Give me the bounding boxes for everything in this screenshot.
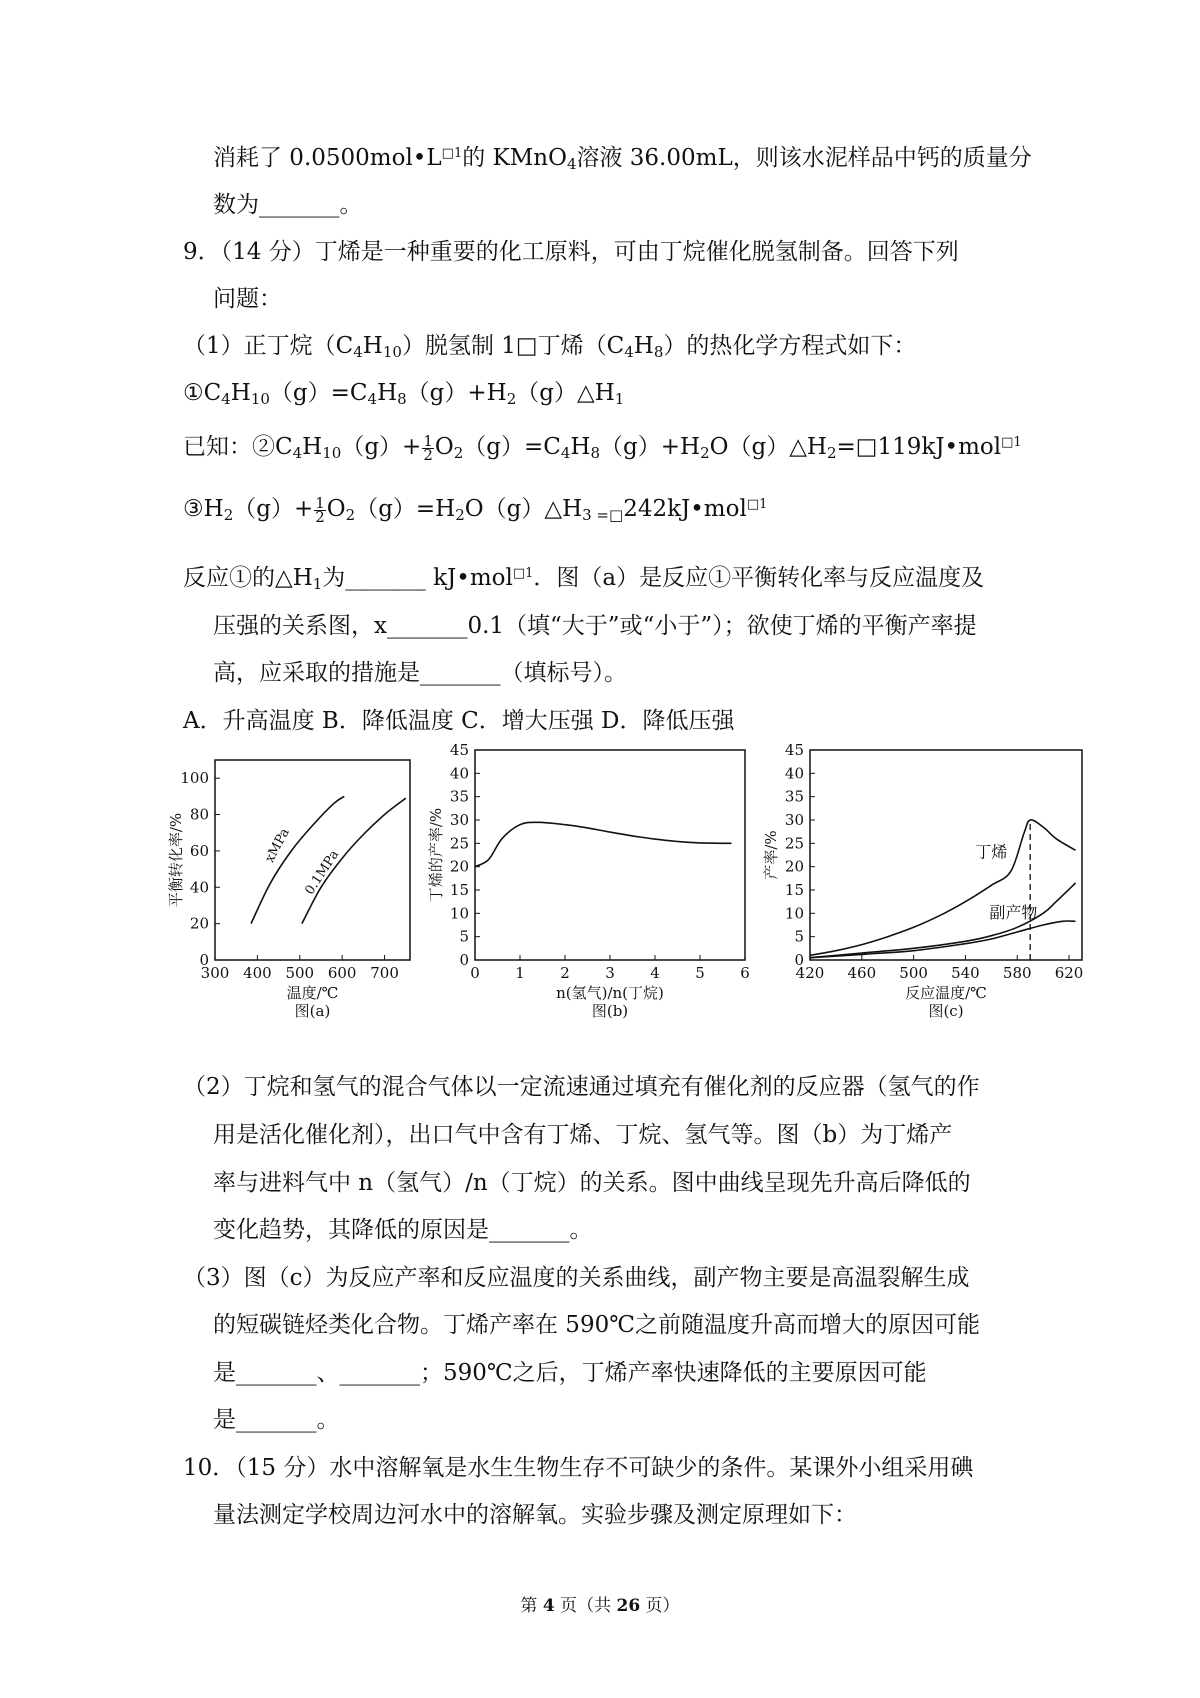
x-tick-label: 620 (1054, 964, 1084, 982)
x-axis-label: n(氢气)/n(丁烷) (556, 984, 664, 1002)
x-tick-label: 2 (560, 964, 570, 982)
text-line (213, 284, 282, 314)
text: H (362, 333, 383, 359)
x-tick-label: 460 (847, 964, 877, 982)
text: 的短碳链烃类化合物。丁烯产率在 590℃之前随温度升高而增大的原因可能 (213, 1312, 980, 1338)
series-line (302, 798, 406, 923)
y-tick-label: 60 (189, 841, 209, 860)
text: 高，应采取的措施是_______（填标号）。 (213, 660, 627, 686)
y-tick-label: 45 (449, 741, 469, 759)
y-tick-label: 25 (784, 834, 804, 853)
y-tick-label: 40 (449, 764, 469, 783)
answer-options (183, 706, 734, 736)
subscript: 2 (223, 506, 234, 524)
text-line (213, 143, 1032, 173)
text-line (213, 1215, 593, 1245)
text-line (213, 1358, 927, 1388)
text: 问题： (213, 286, 282, 312)
y-tick-label: 30 (449, 811, 469, 829)
y-axis-label: 丁烯的产率/% (427, 807, 445, 903)
text: ①C (183, 380, 222, 406)
text: （g）=C (269, 380, 368, 406)
part-3-line (183, 1263, 970, 1293)
y-tick-label: 35 (449, 787, 469, 806)
subscript: 4 (353, 343, 363, 361)
series-line (810, 921, 1076, 958)
series-label-xmpa: xMPa (262, 825, 293, 866)
text: 是_______、_______；590℃之后，丁烯产率快速降低的主要原因可能 (213, 1360, 927, 1386)
x-tick-label: 5 (695, 964, 705, 982)
text: 是_______。 (213, 1407, 340, 1433)
x-tick-label: 500 (285, 964, 315, 982)
y-tick-label: 40 (189, 878, 209, 897)
superscript: □1 (746, 497, 768, 512)
text-line (213, 1168, 971, 1198)
subscript: 2 (826, 444, 837, 462)
text: 242kJ•mol (623, 496, 747, 522)
y-tick-label: 30 (784, 811, 804, 829)
y-tick-label: 40 (784, 764, 804, 783)
series-label-0-1mpa: 0.1MPa (302, 847, 343, 898)
text-line (213, 1500, 857, 1530)
text: （g）+ (233, 496, 314, 522)
x-tick-label: 400 (243, 964, 272, 982)
text: =□119kJ•mol (836, 434, 1002, 460)
y-tick-label: 10 (784, 904, 804, 923)
text-line (213, 611, 977, 641)
plot-frame (215, 760, 410, 960)
text: 的 KMnO (462, 145, 567, 171)
y-tick-label: 5 (794, 927, 804, 946)
superscript: □1 (441, 146, 463, 161)
text-line (213, 190, 363, 220)
subscript: 3 =□ (582, 506, 624, 524)
text: H (302, 434, 323, 460)
y-tick-label: 20 (189, 914, 209, 933)
text: （3）图（c）为反应产率和反应温度的关系曲线，副产物主要是高温裂解生成 (183, 1265, 970, 1291)
x-tick-label: 0 (470, 964, 480, 982)
text-line (183, 563, 984, 593)
subscript: 4 (221, 390, 231, 408)
text: ）的热化学方程式如下： (663, 333, 917, 359)
x-tick-label: 700 (370, 964, 399, 982)
subscript: 2 (506, 390, 517, 408)
x-tick-label: 420 (795, 964, 825, 982)
y-tick-label: 25 (449, 834, 469, 853)
text-line (213, 1120, 952, 1150)
text: H (633, 333, 654, 359)
plot-frame (475, 750, 745, 960)
text: O（g）△H (464, 496, 583, 522)
x-tick-label: 540 (951, 964, 980, 982)
text: H (230, 380, 251, 406)
page-number: 4 (542, 1596, 555, 1616)
fraction-denominator: 2 (423, 445, 433, 464)
x-axis-label: 温度/℃ (286, 984, 339, 1002)
plot-frame (810, 750, 1082, 960)
x-tick-label: 3 (605, 964, 615, 982)
subscript: 10 (322, 444, 342, 462)
footer-text: 页（共 (554, 1596, 617, 1616)
text: 10．（15 分）水中溶解氧是水生生物生存不可缺少的条件。某课外小组采用碘 (183, 1455, 974, 1481)
text-line (213, 658, 627, 688)
y-tick-label: 100 (180, 769, 209, 788)
subscript: 2 (700, 444, 710, 462)
text: 数为_______。 (213, 192, 363, 218)
text: O（g）△H (709, 434, 827, 460)
text: 为_______ kJ•mol (322, 565, 513, 591)
part-2-line (183, 1072, 980, 1102)
y-axis-label: 产率/% (762, 830, 780, 880)
y-tick-label: 15 (784, 881, 804, 899)
text: 用是活化催化剂），出口气中含有丁烯、丁烷、氢气等。图（b）为丁烯产 (213, 1122, 953, 1148)
subscript: 2 (453, 444, 464, 462)
text: （g）+H (600, 434, 701, 460)
x-tick-label: 6 (740, 964, 750, 982)
text: 反应①的△H (183, 565, 313, 591)
annotation-butene: 丁烯 (975, 842, 1008, 862)
question-9-title (183, 237, 959, 267)
chart-caption: 图(c) (928, 1002, 964, 1020)
footer-text: 第 (520, 1596, 543, 1616)
fraction-one-half (314, 493, 326, 526)
y-axis-label: 平衡转化率/% (167, 812, 185, 908)
text-line (213, 1405, 340, 1435)
chart-caption: 图(b) (591, 1002, 629, 1020)
series-line (475, 822, 732, 866)
x-axis-label: 反应温度/℃ (905, 984, 987, 1002)
chart-c (762, 741, 1090, 1050)
y-tick-label: 5 (459, 927, 469, 946)
text: （g）△H (516, 380, 615, 406)
subscript: 4 (292, 444, 303, 462)
equation-1 (183, 378, 624, 408)
text: 9．（14 分）丁烯是一种重要的化工原料，可由丁烷催化脱氢制备。回答下列 (183, 239, 959, 265)
text: 消耗了 0.0500mol•L (213, 145, 442, 171)
subscript: 8 (590, 444, 601, 462)
series-line (810, 820, 1076, 956)
superscript: □1 (512, 566, 534, 581)
annotation-byproduct: 副产物 (989, 903, 1038, 922)
y-tick-label: 0 (199, 951, 209, 969)
y-tick-label: 20 (784, 857, 804, 876)
fraction-one-half (422, 431, 434, 464)
page-total: 26 (616, 1596, 641, 1616)
chart-caption: 图(a) (294, 1002, 331, 1020)
footer-text: 页） (640, 1596, 680, 1616)
x-tick-label: 1 (515, 964, 525, 982)
text: （g）+ (341, 434, 422, 460)
part-1-intro (183, 331, 916, 361)
y-tick-label: 45 (784, 741, 804, 759)
x-tick-label: 600 (327, 964, 357, 982)
fraction-numerator: 1 (423, 431, 433, 450)
text: 变化趋势，其降低的原因是_______。 (213, 1217, 593, 1243)
text: 溶液 36.00mL，则该水泥样品中钙的质量分 (576, 145, 1032, 171)
text: （g）=H (355, 496, 456, 522)
x-tick-label: 300 (200, 964, 230, 982)
subscript: 2 (345, 506, 356, 524)
y-tick-label: 35 (784, 787, 804, 806)
text: （2）丁烷和氢气的混合气体以一定流速通过填充有催化剂的反应器（氢气的作 (183, 1074, 980, 1100)
text: H (570, 434, 591, 460)
text: （g）+H (406, 380, 507, 406)
y-tick-label: 0 (459, 951, 469, 969)
subscript: 10 (250, 390, 270, 408)
subscript: 4 (560, 444, 571, 462)
text: O (326, 496, 346, 522)
x-tick-label: 4 (650, 964, 660, 982)
question-10-title (183, 1453, 973, 1483)
text: 已知：②C (183, 434, 293, 460)
subscript: 1 (614, 390, 625, 408)
text: H (377, 380, 398, 406)
subscript: 8 (653, 343, 664, 361)
subscript: 4 (367, 390, 378, 408)
page-footer (0, 1591, 1200, 1616)
text: O (434, 434, 454, 460)
text: 量法测定学校周边河水中的溶解氧。实验步骤及测定原理如下： (213, 1502, 857, 1528)
chart-b (427, 741, 760, 1050)
text: ）脱氢制 1□丁烯（C (401, 333, 625, 359)
text: 率与进料气中 n（氢气）/n（丁烷）的关系。图中曲线呈现先升高后降低的 (213, 1170, 971, 1196)
text: （1）正丁烷（C (183, 333, 354, 359)
subscript: 1 (312, 575, 323, 593)
text: ③H (183, 496, 224, 522)
x-tick-label: 500 (899, 964, 928, 982)
subscript: 2 (455, 506, 465, 524)
subscript: 4 (624, 343, 634, 361)
fraction-numerator: 1 (315, 493, 325, 512)
text: ．图（a）是反应①平衡转化率与反应温度及 (533, 565, 985, 591)
equation-3 (183, 494, 767, 524)
subscript: 4 (566, 155, 577, 173)
subscript: 10 (382, 343, 402, 361)
chart-a (167, 750, 430, 1050)
equation-2 (183, 432, 1022, 462)
text: 压强的关系图，x_______0.1（填“大于”或“小于”）；欲使丁烯的平衡产率提 (213, 613, 977, 639)
text-line (213, 1310, 980, 1340)
fraction-denominator: 2 (315, 507, 325, 526)
y-tick-label: 80 (189, 805, 209, 824)
subscript: 8 (397, 390, 407, 408)
y-tick-label: 10 (449, 904, 469, 923)
text: A．升高温度 B．降低温度 C．增大压强 D．降低压强 (183, 708, 735, 734)
y-tick-label: 15 (449, 881, 469, 899)
y-tick-label: 0 (794, 951, 804, 969)
text: （g）=C (463, 434, 561, 460)
y-tick-label: 20 (449, 857, 469, 876)
superscript: □1 (1001, 435, 1022, 450)
x-tick-label: 580 (1002, 964, 1032, 982)
